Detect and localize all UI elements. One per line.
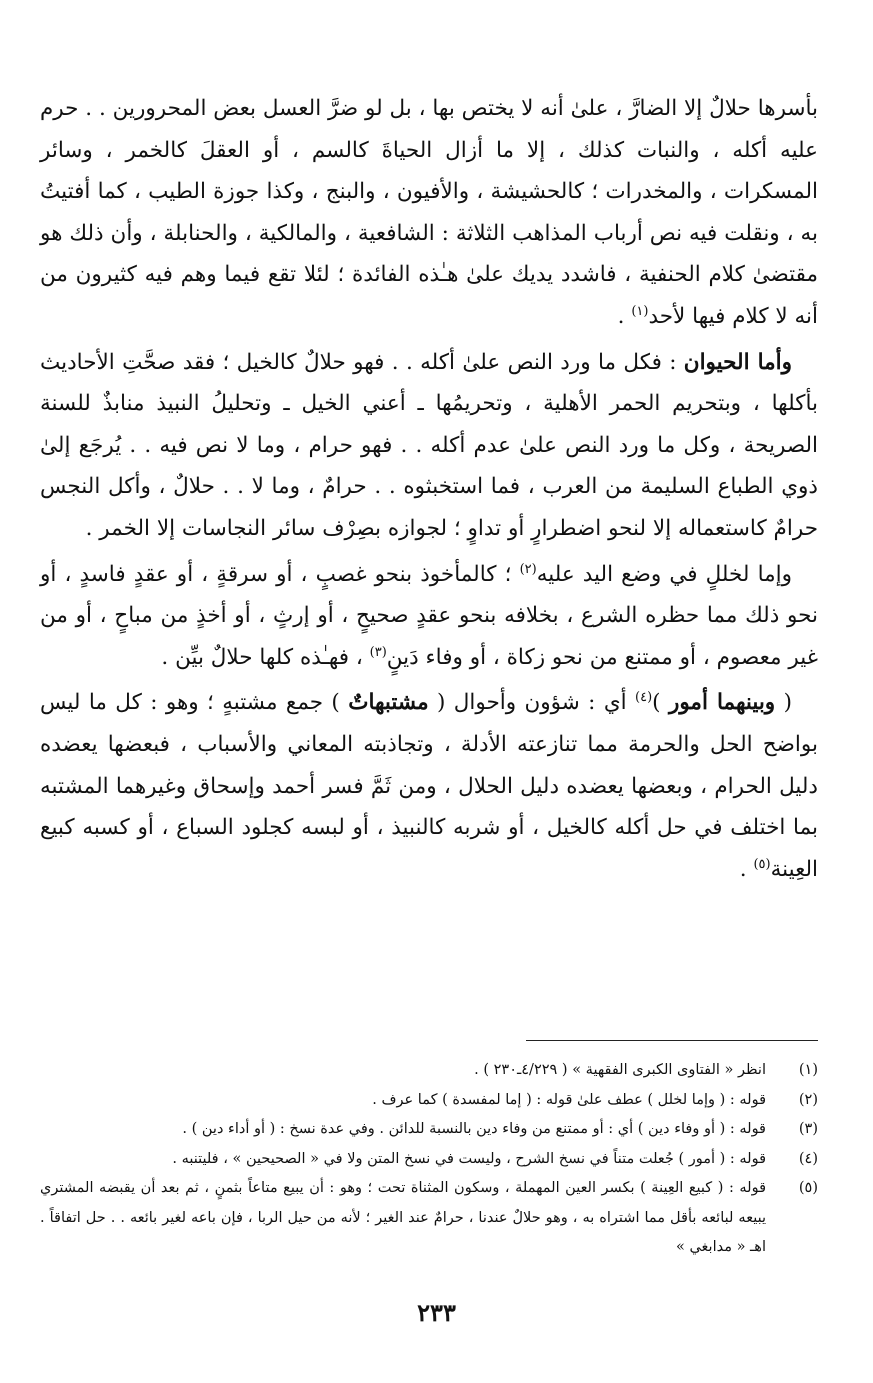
footnote-number: (٤)	[798, 1150, 818, 1167]
paragraph-1-end: .	[617, 303, 632, 329]
footnote-number: (٢)	[798, 1091, 818, 1108]
paragraph-4-end: .	[739, 856, 754, 882]
footnote-number: (٥)	[798, 1180, 818, 1196]
footnote-number: (٣)	[798, 1121, 818, 1137]
hadith-quote-2: مشتبهاتٌ	[348, 690, 429, 716]
paragraph-4-text-a: أي : شؤون وأحوال (	[428, 690, 636, 716]
footnote-text: قوله : ( كبيع العِينة ) بكسر العين المهملة ، وسكون المثناة تحت ؛ وهو : أن يبيع متاعاً بثمنٍ ، ثم بعد أن يقبضه المشتري يبيعه لبائعه بأقل مما اشتراه به ، وهو حلالٌ عندنا ، حرامٌ عند الغير ؛ لأنه من حيل الربا ، فإن باعه لغير بائعه . . حل اتفاقاً . اهـ « مدابغي »	[40, 1180, 766, 1255]
paragraph-4-open: (	[775, 690, 792, 716]
footnote-1	[40, 1056, 818, 1086]
footnotes	[40, 1056, 818, 1263]
footnote-ref-5[interactable]: (٥)	[753, 856, 771, 872]
hadith-quote: وبينهما أمور	[668, 690, 776, 716]
footnote-ref-1[interactable]: (١)	[631, 303, 649, 319]
paragraph-4	[40, 682, 818, 890]
paragraph-2-text: : فكل ما ورد النص علىٰ أكله . . فهو حلالٌ كالخيل ؛ فقد صحَّتِ الأحاديث بأكلها ، وبتحريم الحمر الأهلية ، وتحريمُها ـ أعني الخيل ـ وتحليلُ النبيذ منابذٌ للسنة الصريحة ، وكل ما ورد النص علىٰ عدم أكله . . فهو حرام ، وما لا نص فيه . . يُرجَع إلىٰ ذوي الطباع السليمة من العرب ، فما استخبثوه . . حرامٌ ، وما لا . . حلالٌ ، وأكل النجس حرامٌ كاستعماله إلا لنحو اضطرارٍ أو تداوٍ ؛ لجوازه بصِرْف سائر النجاسات إلا الخمر .	[40, 349, 818, 541]
paragraph-1-text: بأسرها حلالٌ إلا الضارَّ ، علىٰ أنه لا يختص بها ، بل لو ضرَّ العسل بعض المحرورين . . حرم عليه أكله ، والنبات كذلك ، إلا ما أزال الحياةَ كالسم ، أو العقلَ كالخمر ، وسائر المسكرات ، والمخدرات ؛ كالحشيشة ، والأفيون ، والبنج ، وكذا جوزة الطيب ، كما أفتيتُ به ، ونقلت فيه نص أرباب المذاهب الثلاثة : الشافعية ، والمالكية ، والحنابلة ، وأن ذلك هو مقتضىٰ كلام الحنفية ، فاشدد يديك علىٰ هـٰذه الفائدة ؛ لئلا تقع فيما وهم فيه كثيرون من أنه لا كلام فيها لأحد	[40, 96, 818, 329]
footnote-text: قوله : ( وإما لخلل ) عطف علىٰ قوله : ( إما لمفسدة ) كما عرف .	[372, 1091, 766, 1108]
paragraph-3-text-a: وإما لخللٍ في وضع اليد عليه	[536, 561, 792, 587]
footnote-3	[40, 1115, 818, 1145]
paragraph-2	[40, 342, 818, 550]
main-text	[40, 88, 818, 890]
paragraph-1	[40, 88, 818, 338]
page-number: ٢٣٣	[417, 1298, 456, 1327]
paragraph-4-text-b: ) جمع مشتبهٍ ؛ وهو : كل ما ليس بواضح الحل والحرمة مما تنازعته الأدلة ، وتجاذبته المعاني والأسباب ، فبعضها يعضده دليل الحرام ، وبعضها يعضده دليل الحلال ، ومن ثَمَّ فسر أحمد وإسحاق وغيرهما المشتبه بما اختلف في حل أكله كالخيل ، أو شربه كالنبيذ ، أو لبسه كجلود السباع ، أو كسبه كبيع العِينة	[40, 690, 818, 882]
footnote-text: انظر « الفتاوى الكبرى الفقهية » ( ٤/٢٢٩ـ٢٣٠ ) .	[474, 1062, 766, 1078]
footnote-text: قوله : ( أو وفاء دين ) أي : أو ممتنع من وفاء دين بالنسبة للدائن . وفي عدة نسخ : ( أو أداء دين ) .	[182, 1121, 766, 1137]
paragraph-3-text-b: ؛ كالمأخوذ بنحو غصبٍ ، أو سرقةٍ ، أو عقدٍ فاسدٍ ، أو نحو ذلك مما حظره الشرع ، بخلافه بنحو عقدٍ صحيحٍ ، أو إرثٍ ، أو أخذٍ من مباحٍ ، أو من غير معصوم ، أو ممتنع من نحو زكاة ، أو وفاء دَينٍ	[40, 561, 818, 670]
paragraph-4-close: )	[652, 690, 669, 716]
footnote-ref-4[interactable]: (٤)	[635, 690, 653, 706]
footnote-ref-2[interactable]: (٢)	[519, 561, 537, 577]
footnote-separator	[526, 1040, 818, 1041]
heading-animals: وأما الحيوان	[683, 349, 792, 375]
paragraph-3	[40, 554, 818, 679]
footnote-2	[40, 1086, 818, 1116]
footnote-text: قوله : ( أمور ) جُعلت متناً في نسخ الشرح ، وليست في نسخ المتن ولا في « الصحيحين » ، فليتنبه .	[172, 1150, 766, 1167]
footnote-5	[40, 1174, 818, 1263]
paragraph-3-text-c: ، فهـٰذه كلها حلالٌ بيِّن .	[161, 644, 370, 670]
footnote-number: (١)	[798, 1062, 818, 1078]
footnote-4	[40, 1145, 818, 1175]
footnote-ref-3[interactable]: (٣)	[369, 644, 387, 660]
